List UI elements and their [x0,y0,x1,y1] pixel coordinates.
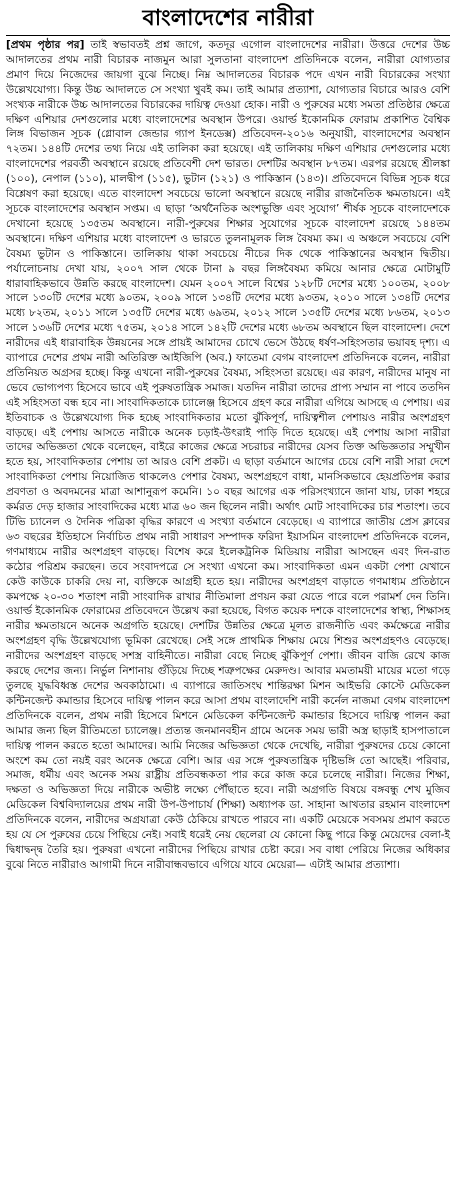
article-text: তাই স্বভাবতই প্রশ্ন জাগে, কতদূর এগোল বাংলাদেশের নারীরা। উত্তরে দেশের উচ্চ আদালতের প্রথম নারী বিচারক নাজমুন আরা সুলতানা বাংলাদেশ প্রতিদিনকে বলেন, নারীরা যোগ্যতার প্রমাণ দিয়ে নিজেদের জায়গা বুঝে নিচ্ছে। নিম্ন আদালতের বিচারক পদে এখন নারী বিচারকের সংখ্যা উল্লেখযোগ্য। কিন্তু উচ্চ আদালতে সে সংখ্যা খুবই কম। তাই আমার প্রত্যাশা, যোগ্যতার বিচারে আরও বেশি সংখ্যক নারীকে উচ্চ আদালতের বিচারকের দায়িত্ব দেওয়া হোক। নারী ও পুরুষের মধ্যে সমতা প্রতিষ্ঠার ক্ষেত্রে দক্ষিণ এশিয়ার দেশগুলোর মধ্যে বাংলাদেশের অবস্থান উপরে। ওয়ার্ল্ড ইকোনমিক ফোরাম প্রকাশিত বৈশ্বিক লিঙ্গ বিভাজন সূচক (গ্লোবাল জেন্ডার গ্যাপ ইনডেক্স) প্রতিবেদন-২০১৬ অনুযায়ী, বাংলাদেশের অবস্থান ৭২তম। ১৪৪টি দেশের তথ্য নিয়ে এই তালিকা করা হয়েছে। এই তালিকায় দক্ষিণ এশিয়ার দেশগুলোর মধ্যে বাংলাদেশের পরবর্তী অবস্থানে রয়েছে প্রতিবেশী দেশ ভারত। দেশটির অবস্থান ৮৭তম। এরপর রয়েছে শ্রীলঙ্কা (১০০), নেপাল (১১০), মালদ্বীপ (১১৫), ভুটান (১২১) ও পাকিস্তান (১৪৩)। প্রতিবেদনে বিভিন্ন সূচক ধরে বিশ্লেষণ করা হয়েছে। এতে বাংলাদেশ সবচেয়ে ভালো অবস্থানে রয়েছে নারীর রাজনৈতিক ক্ষমতায়নে। এই সূচকে বাংলাদেশের অবস্থান সপ্তম। এ ছাড়া ‘অর্থনৈতিক অংশভুক্তি এবং সুযোগ’ শীর্ষক সূচকে বাংলাদেশকে দেখানো হয়েছে ১৩৫তম অবস্থানে। নারী-পুরুষের শিক্ষার সুযোগের সূচকে বাংলাদেশ রয়েছে ১৪৪তম অবস্থানে। দক্ষিণ এশিয়ার মধ্যে বাংলাদেশ ও ভারতে তুলনামূলক লিঙ্গ বৈষম্য কম। এ অঞ্চলে সবচেয়ে বেশি বৈষম্য ভুটান ও পাকিস্তানে। তালিকায় থাকা সবচেয়ে নীচের দিক থেকে পাকিস্তানের অবস্থান দ্বিতীয়। পর্যালোচনায় দেখা যায়, ২০০৭ সাল থেকে টানা ৯ বছর লিঙ্গবৈষম্য কমিয়ে আনার ক্ষেত্রে মোটামুটি ধারাবাহিকভাবে উন্নতি করছে বাংলাদেশ। যেমন ২০০৭ সালে বিশ্বের ১২৮টি দেশের মধ্যে ১০০তম, ২০০৮ সালে ১৩০টি দেশের মধ্যে ৯০তম, ২০০৯ সালে ১৩৪টি দেশের মধ্যে ৯৩তম, ২০১০ সালে ১৩৪টি দেশের মধ্যে ৮২তম, ২০১১ সালে ১৩৫টি দেশের মধ্যে ৬৯তম, ২০১২ সালে ১৩৫টি দেশের মধ্যে ৮৬তম, ২০১৩ সালে ১৩৬টি দেশের মধ্যে ৭৫তম, ২০১৪ সালে ১৪২টি দেশের মধ্যে ৬৮তম অবস্থানে ছিল বাংলাদেশ। দেশে নারীদের এই ধারাবাহিক উন্নয়নের সঙ্গে প্রায়ই আমাদের চোখে ভেসে উঠছে ধর্ষণ-সহিংসতার ভয়াবহ দৃশ্য। এ ব্যাপারে দেশের প্রথম নারী অতিরিক্ত আইজিপি (অব.) ফাতেমা বেগম বাংলাদেশ প্রতিদিনকে বলেন, নারীরা প্রতিনিয়ত অগ্রসর হচ্ছে। কিন্তু এখনো নারী-পুরুষের বৈষম্য, সহিংসতা রয়েছে। এর কারণ, নারীদের মানুষ না ভেবে ভোগ্যপণ্য হিসেবে ভাবে এই পুরুষতান্ত্রিক সমাজ। যতদিন নারীরা তাদের প্রাপ্য সম্মান না পাবে ততদিন এই সহিংসতা বন্ধ হবে না। সাংবাদিকতাকে চ্যালেঞ্জ হিসেবে গ্রহণ করে নারীরা এগিয়ে আসছে এ পেশায়। এর ইতিবাচক ও উল্লেখযোগ্য দিক হচ্ছে সাংবাদিকতার মতো ঝুঁকিপূর্ণ, দায়িত্বশীল পেশায়ও নারীর অংশগ্রহণ বাড়ছে। এই পেশায় আসতে নারীকে অনেক চড়াই-উৎরাই পাড়ি দিতে হয়েছে। এই পেশায় আসা নারীরা তাদের অভিজ্ঞতা থেকে বলেছেন, বাইরে কাজের ক্ষেত্রে সচরাচর নারীদের যেসব তিক্ত অভিজ্ঞতার সম্মুখীন হতে হয়, সাংবাদিকতার পেশায় তা আরও বেশি প্রকট। এ ছাড়া বর্তমানে আগের চেয়ে বেশি নারী সারা দেশে সাংবাদিকতা পেশায় নিয়োজিত থাকলেও পেশার বৈষম্য, অংশগ্রহণে বাধা, মানসিকভাবে হেয়প্রতিপন্ন করার প্রবণতা ও অবদমনের মাত্রা আশানুরূপ কমেনি। ১০ বছর আগের এক পরিসংখ্যানে জানা যায়, ঢাকা শহরে কর্মরত দেড় হাজার সাংবাদিকের মধ্যে মাত্র ৬০ জন ছিলেন নারী। অর্থাৎ মোট সাংবাদিকের চার শতাংশ। তবে টিভি চ্যানেল ও দৈনিক পত্রিকা বৃদ্ধির কারণে এ সংখ্যা বর্তমানে বেড়েছে। এ ব্যাপারে জাতীয় প্রেস ক্লাবের ৬৩ বছরের ইতিহাসে নির্বাচিত প্রথম নারী সাধারণ সম্পাদক ফরিদা ইয়াসমিন বাংলাদেশ প্রতিদিনকে বলেন, গণমাধ্যমে নারীর অংশগ্রহণ বাড়ছে। বিশেষ করে ইলেকট্রনিক মিডিয়ায় নারীরা আসছেন এবং দিন-রাত কঠোর পরিশ্রম করছেন। তবে সংবাদপত্রে সে সংখ্যা এখনো কম। সাংবাদিকতা এমন একটা পেশা যেখানে কেউ কাউকে চাকরি দেয় না, ব্যক্তিকে আগ্রহী হতে হয়। নারীদের অংশগ্রহণ বাড়াতে গণমাধ্যম প্রতিষ্ঠানে কমপক্ষে ২০-৩০ শতাংশ নারী সাংবাদিক রাখার নীতিমালা প্রণয়ন করা যেতে পারে বলে পরামর্শ দেন তিনি। ওয়ার্ল্ড ইকোনমিক ফোরামের প্রতিবেদনে উল্লেখ করা হয়েছে, বিগত কয়েক দশকে বাংলাদেশের স্বাস্থ্য, শিক্ষাসহ নারীর ক্ষমতায়নে অনেক অগ্রগতি হয়েছে। দেশটির উন্নতির ক্ষেত্রে মূলত রাজনীতি এবং কর্মক্ষেত্রে নারীর অংশগ্রহণ বৃদ্ধি উল্লেখযোগ্য ভূমিকা রেখেছে। সেই সঙ্গে প্রাথমিক শিক্ষায় মেয়ে শিশুর অংশগ্রহণও বেড়েছে। নারীদের অংশগ্রহণ বাড়ছে সশস্ত্র বাহিনীতে। নারীরা বেছে নিচ্ছে ঝুঁকিপূর্ণ পেশা। জীবন বাজি রেখে কাজ করছে দেশের জন্য। নির্ভুল নিশানায় গুঁড়িয়ে দিচ্ছে শত্রুপক্ষের মেরুদণ্ড। আবার মমতাময়ী মায়ের মতো গড়ে তুলছে যুদ্ধবিধ্বস্ত দেশের অবকাঠামো। এ ব্যাপারে জাতিসংঘ শান্তিরক্ষা মিশন আইভরি কোস্টে মেডিকেল কন্টিনজেন্ট কমান্ডার হিসেবে দায়িত্ব পালন করে আসা প্রথম বাংলাদেশি নারী কর্নেল নাজমা বেগম বাংলাদেশ প্রতিদিনকে বলেন, প্রথম নারী হিসেবে মিশনে মেডিকেল কন্টিনজেন্ট কমান্ডার হিসেবে দায়িত্ব পালন করা আমার জন্য ছিল রীতিমতো চ্যালেঞ্জ। প্রত্যন্ত জনমানবহীন গ্রামে অনেক সময় ভারী অস্ত্র ছাড়াই হাসপাতালে দায়িত্ব পালন করতে হতো আমাদের। আমি নিজের অভিজ্ঞতা থেকে দেখেছি, নারীরা পুরুষদের চেয়ে কোনো অংশে কম তো নয়ই বরং অনেক ক্ষেত্রে বেশি। আর এর সঙ্গে পুরুষতান্ত্রিক দৃষ্টিভঙ্গি তো আছেই। পরিবার, সমাজ, ধর্মীয় এবং অনেক সময় রাষ্ট্রীয় প্রতিবন্ধকতা পার করে কাজ করে চলেছে নারীরা। নিজের শিক্ষা, দক্ষতা ও অভিজ্ঞতা দিয়ে নারীকে অভীষ্ট লক্ষ্যে পৌঁছাতে হবে। নারী অগ্রগতি বিষয়ে বঙ্গবন্ধু শেখ মুজিব মেডিকেল বিশ্ববিদ্যালয়ের প্রথম নারী উপ-উপাচার্য (শিক্ষা) অধ্যাপক ডা. সাহানা আখতার রহমান বাংলাদেশ প্রতিদিনকে বলেন, নারীদের অগ্রযাত্রা কেউ ঠেকিয়ে রাখতে পারবে না। একটি মেয়েকে সবসময় প্রমাণ করতে হয় যে সে পুরুষের চেয়ে পিছিয়ে নেই। সবাই ধরেই নেয় ছেলেরা যে কোনো কিছু পারে কিন্তু মেয়েদের বেলা-ই দ্বিধাদ্বন্দ্ব তৈরি হয়। পুরুষরা এখনো নারীদের পিছিয়ে রাখার চেষ্টা করে। সব বাধা পেরিয়ে নিজের অধিকার বুঝে নিতে নারীরাও আগামী দিনে নারীবান্ধবভাবে এগিয়ে যাবে মেয়েরা— এটাই আমার প্রত্যাশা। [6,39,451,871]
continuation-marker: [প্রথম পৃষ্ঠার পর] [6,39,85,51]
headline: বাংলাদেশের নারীরা [142,6,314,31]
article-body [6,38,450,873]
headline-divider [6,35,450,36]
